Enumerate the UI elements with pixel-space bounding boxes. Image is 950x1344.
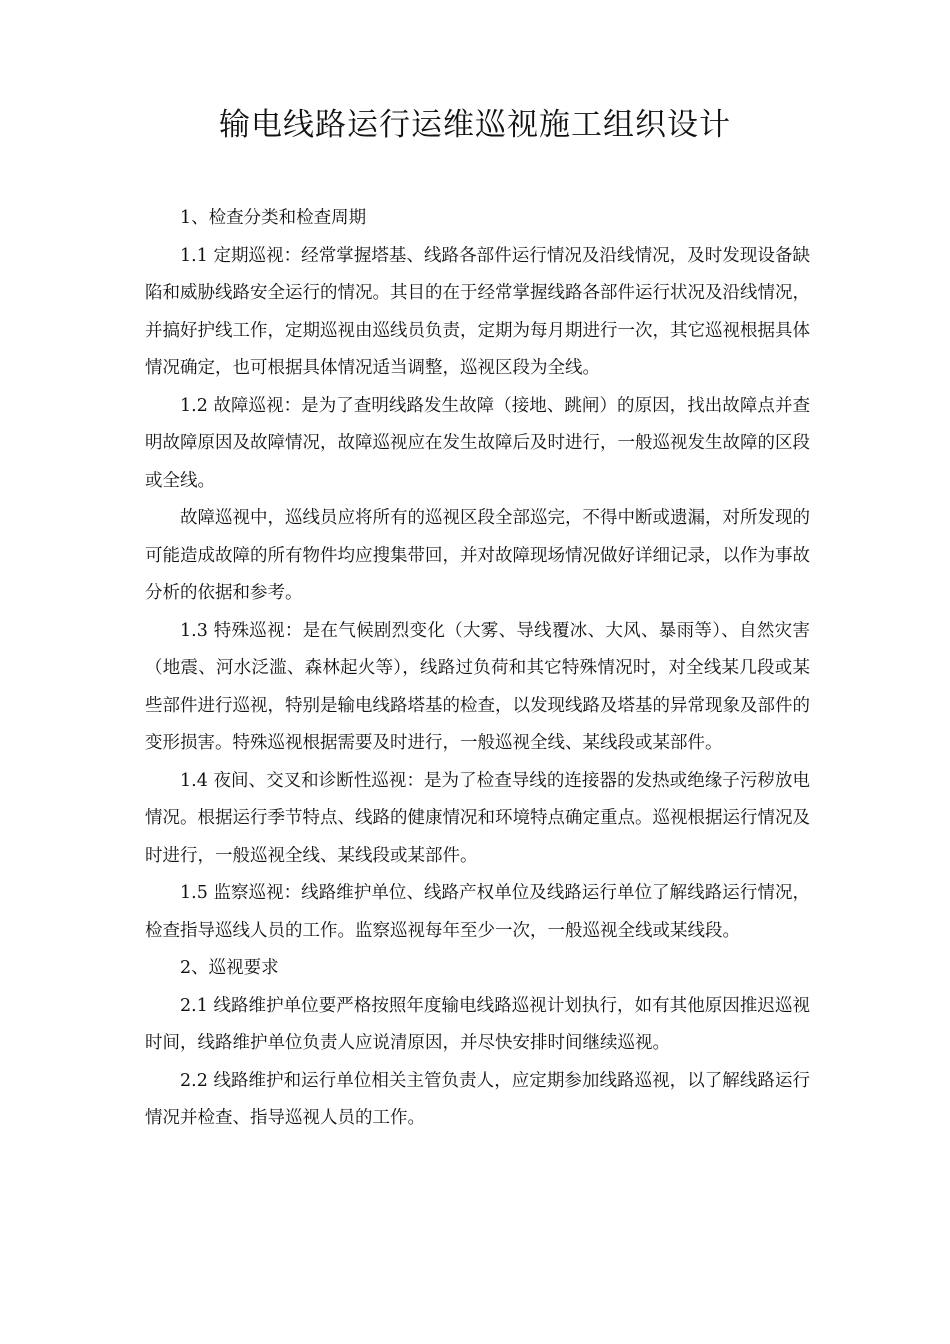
paragraph-1-2-fault-patrol: 1.2 故障巡视：是为了查明线路发生故障（接地、跳闸）的原因，找出故障点并查明故障原因及故障情况，故障巡视应在发生故障后及时进行，一般巡视发生故障的区段或全线。: [145, 395, 810, 491]
heading-section-1: 1、检查分类和检查周期: [180, 208, 367, 228]
paragraph-2-1: 2.1 线路维护单位要严格按照年度输电线路巡视计划执行，如有其他原因推迟巡视时间，线路维护单位负责人应说清原因，并尽快安排时间继续巡视。: [145, 995, 810, 1053]
heading-section-2: 2、巡视要求: [180, 958, 279, 978]
paragraph-fault-patrol-detail: 故障巡视中，巡线员应将所有的巡视区段全部巡完，不得中断或遗漏，对所发现的可能造成故障的所有物件均应搜集带回，并对故障现场情况做好详细记录，以作为事故分析的依据和参考。: [145, 508, 810, 603]
paragraph-1-1-regular-patrol: 1.1 定期巡视：经常掌握塔基、线路各部件运行情况及沿线情况，及时发现设备缺陷和威胁线路安全运行的情况。其目的在于经常掌握线路各部件运行状况及沿线情况，并搞好护线工作，定期巡视由巡线员负责，定期为每月期进行一次，其它巡视根据具体情况确定，也可根据具体情况适当调整，巡视区段为全线。: [145, 245, 810, 378]
paragraph-1-3-special-patrol: 1.3 特殊巡视：是在气候剧烈变化（大雾、导线覆冰、大风、暴雨等）、自然灾害（地震、河水泛滥、森林起火等），线路过负荷和其它特殊情况时，对全线某几段或某些部件进行巡视，特别是输电线路塔基的检查，以发现线路及塔基的异常现象及部件的变形损害。特殊巡视根据需要及时进行，一般巡视全线、某线段或某部件。: [145, 620, 810, 753]
paragraph-1-5-supervision-patrol: 1.5 监察巡视：线路维护单位、线路产权单位及线路运行单位了解线路运行情况，检查指导巡线人员的工作。监察巡视每年至少一次，一般巡视全线或某线段。: [145, 883, 810, 941]
document-body: [145, 200, 810, 1138]
paragraph-1-4-night-patrol: 1.4 夜间、交叉和诊断性巡视：是为了检查导线的连接器的发热或绝缘子污秽放电情况。根据运行季节特点、线路的健康情况和环境特点确定重点。巡视根据运行情况及时进行，一般巡视全线、某线段或某部件。: [145, 770, 810, 866]
document-title: 输电线路运行运维巡视施工组织设计: [219, 107, 731, 143]
paragraph-2-2: 2.2 线路维护和运行单位相关主管负责人，应定期参加线路巡视，以了解线路运行情况并检查、指导巡视人员的工作。: [145, 1070, 810, 1128]
